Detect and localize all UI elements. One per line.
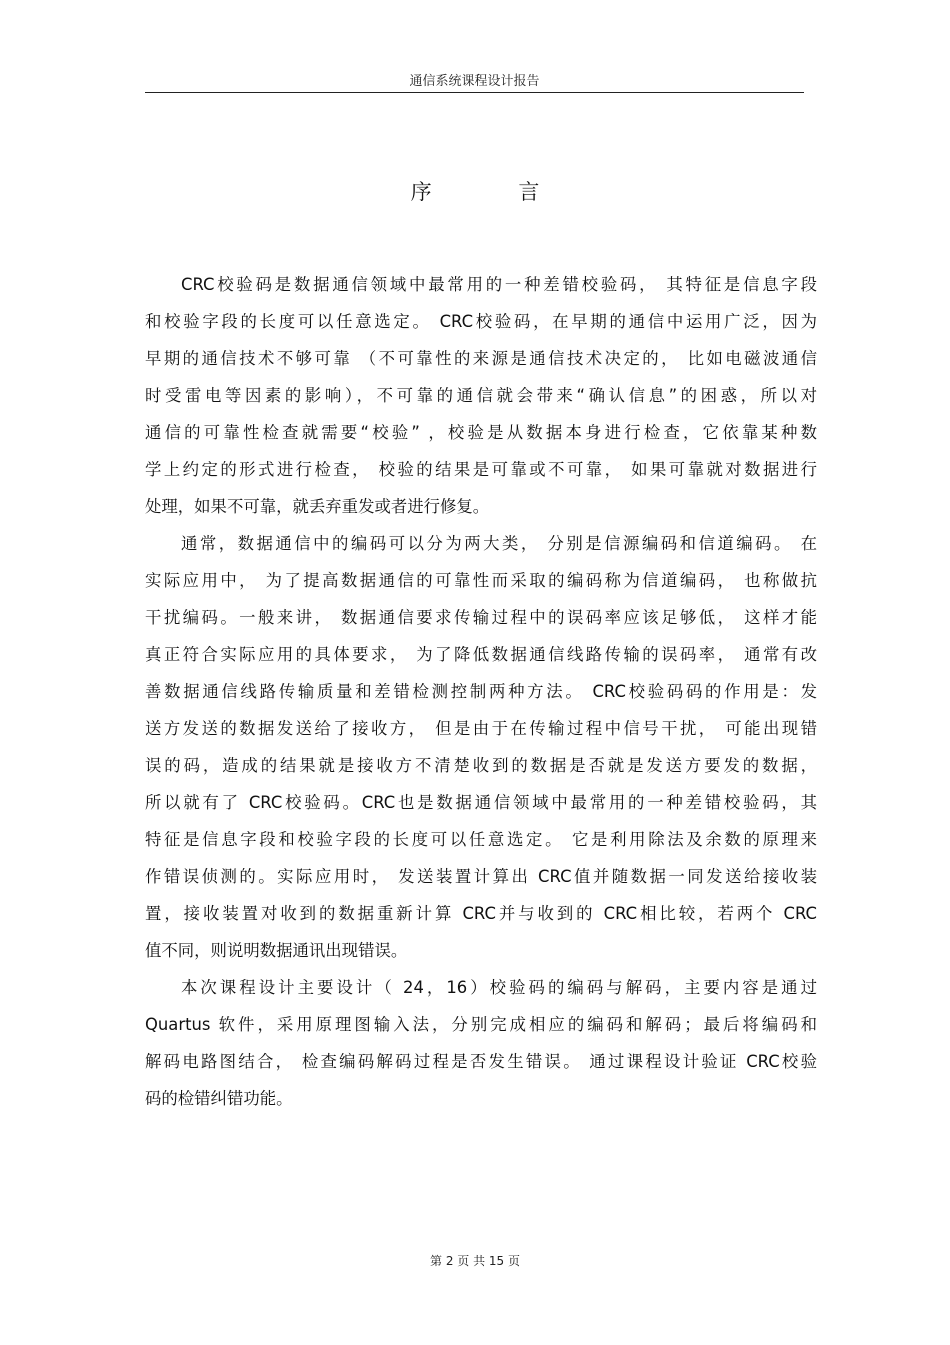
paragraph-line: CRC校验码是数据通信领域中最常用的一种差错校验码， 其特征是信息字段 (181, 275, 817, 294)
body-text (145, 266, 817, 1117)
page-number: 第 2 页 共 15 页 (430, 1254, 520, 1268)
paragraph-line: 通信的可靠性检查就需要“校验” ，校验是从数据本身进行检查，它依靠某种数 (145, 423, 817, 442)
paragraph-line: 善数据通信线路传输质量和差错检测控制两种方法。 CRC校验码码的作用是：发 (145, 682, 817, 701)
paragraph-line: 解码电路图结合， 检查编码解码过程是否发生错误。 通过课程设计验证 CRC校验 (145, 1052, 817, 1071)
page-title: 序 言 (410, 180, 580, 204)
paragraph-line: Quartus 软件，采用原理图输入法，分别完成相应的编码和解码；最后将编码和 (145, 1015, 817, 1034)
paragraph-line: 本次课程设计主要设计（ 24，16）校验码的编码与解码，主要内容是通过 (181, 978, 817, 997)
paragraph-line: 干扰编码。一般来讲， 数据通信要求传输过程中的误码率应该足够低， 这样才能 (145, 608, 817, 627)
paragraph-line: 送方发送的数据发送给了接收方， 但是由于在传输过程中信号干扰， 可能出现错 (145, 719, 817, 738)
paragraph-line: 通常，数据通信中的编码可以分为两大类， 分别是信源编码和信道编码。 在 (181, 534, 817, 553)
paragraph-2 (145, 525, 817, 969)
paragraph-line: 特征是信息字段和校验字段的长度可以任意选定。 它是利用除法及余数的原理来 (145, 830, 817, 849)
paragraph-line: 早期的通信技术不够可靠 （不可靠性的来源是通信技术决定的， 比如电磁波通信 (145, 349, 817, 368)
paragraph-line: 学上约定的形式进行检查， 校验的结果是可靠或不可靠， 如果可靠就对数据进行 (145, 460, 817, 479)
paragraph-line: 误的码，造成的结果就是接收方不清楚收到的数据是否就是发送方要发的数据， (145, 756, 817, 775)
paragraph-line: 作错误侦测的。实际应用时， 发送装置计算出 CRC值并随数据一同发送给接收装 (145, 867, 817, 886)
paragraph-line: 置，接收装置对收到的数据重新计算 CRC并与收到的 CRC相比较，若两个 CRC (145, 904, 817, 923)
paragraph-line: 真正符合实际应用的具体要求， 为了降低数据通信线路传输的误码率， 通常有改 (145, 645, 817, 664)
paragraph-1 (145, 266, 817, 525)
paragraph-line: 码的检错纠错功能。 (145, 1089, 293, 1108)
page-header (145, 74, 804, 93)
paragraph-line: 值不同，则说明数据通讯出现错误。 (145, 941, 408, 960)
header-title: 通信系统课程设计报告 (409, 74, 540, 89)
paragraph-line: 实际应用中， 为了提高数据通信的可靠性而采取的编码称为信道编码， 也称做抗 (145, 571, 817, 590)
paragraph-3 (145, 969, 817, 1117)
paragraph-line: 所以就有了 CRC校验码。CRC也是数据通信领域中最常用的一种差错校验码，其 (145, 793, 817, 812)
paragraph-line: 和校验字段的长度可以任意选定。 CRC校验码，在早期的通信中运用广泛，因为 (145, 312, 817, 331)
page-footer (0, 1253, 950, 1269)
paragraph-line: 时受雷电等因素的影响），不可靠的通信就会带来“确认信息”的困惑，所以对 (145, 386, 817, 405)
paragraph-line: 处理，如果不可靠，就丢弃重发或者进行修复。 (145, 497, 490, 516)
